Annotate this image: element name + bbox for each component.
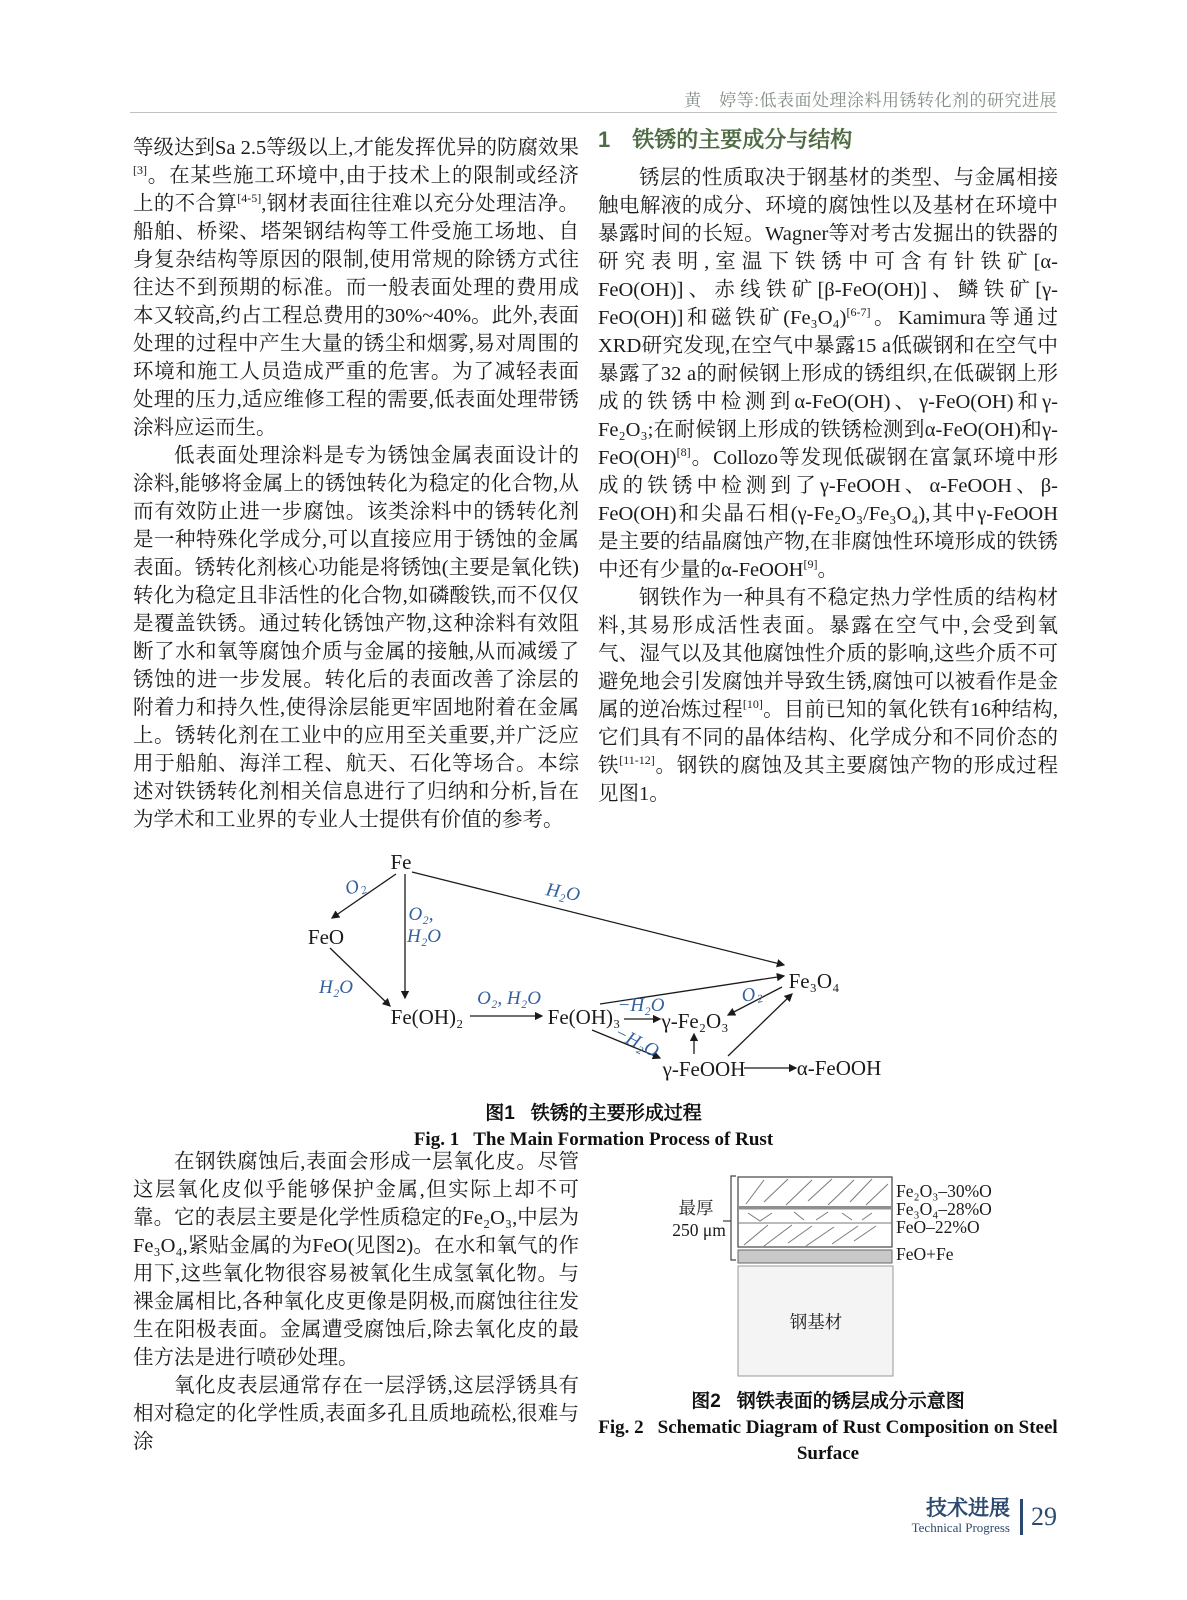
fig1-node-feo: FeO bbox=[307, 925, 345, 949]
figure2-rust-layer-schematic bbox=[640, 1145, 1080, 1385]
figure1-caption-en-text: The Main Formation Process of Rust bbox=[473, 1129, 774, 1150]
fig2-layer-divider bbox=[738, 1206, 892, 1210]
fig1-node-afeooh: α-FeOOH bbox=[796, 1056, 882, 1080]
section-heading bbox=[598, 124, 1058, 156]
footer-section bbox=[912, 1498, 1010, 1535]
fig2-label-fe3o4: Fe₃O₄–28%O bbox=[896, 1199, 992, 1219]
right-column-top bbox=[598, 124, 1058, 808]
fig2-thickness-label-line2: 250 μm bbox=[672, 1220, 726, 1240]
fig1-node-fe3o4: Fe₃O₄ bbox=[788, 969, 840, 993]
fig2-thickness-label-line1: 最厚 bbox=[678, 1198, 714, 1218]
header-rule bbox=[130, 112, 1057, 113]
left-column-top bbox=[133, 134, 579, 834]
paragraph-steel-thermodynamics: 钢铁作为一种具有不稳定热力学性质的结构材料,其易形成活性表面。暴露在空气中,会受到氧气、湿气以及其他腐蚀性介质的影响,这些介质不可避免地会引发腐蚀并导致生锈,腐蚀可以被看作是金属的逆冶炼过程[10]。目前已知的氧化铁有16种结构,它们具有不同的晶体结构、化学成分和不同价态的铁[11-12]。钢铁的腐蚀及其主要腐蚀产物的形成过程见图1。 bbox=[598, 587, 1059, 805]
fig1-label-o2h2o-feoh2-feoh3: O₂, H₂O bbox=[477, 988, 541, 1009]
fig2-substrate-label: 钢基材 bbox=[789, 1312, 843, 1332]
running-head: 黄 婷等:低表面处理涂料用锈转化剂的研究进展 bbox=[684, 91, 1057, 110]
fig1-label-o2-fe-feo: O₂ bbox=[342, 873, 369, 900]
rust-layers-box bbox=[738, 1177, 892, 1247]
figure2-caption-cn bbox=[598, 1388, 1058, 1415]
fig2-label-fe2o3: Fe₂O₃–30%O bbox=[896, 1181, 992, 1201]
figure1-caption-en-number: Fig. 1 bbox=[413, 1129, 460, 1150]
fig1-node-feoh2: Fe(OH)₂ bbox=[390, 1005, 464, 1029]
figure2-caption-en-text: Schematic Diagram of Rust Composition on Steel bbox=[657, 1417, 1058, 1438]
section-number: 1 bbox=[598, 127, 611, 152]
figure1-rust-formation-diagram bbox=[280, 840, 900, 1085]
footer-divider-bar bbox=[1020, 1499, 1023, 1535]
paragraph-intro-continued: 等级达到Sa 2.5等级以上,才能发挥优异的防腐效果[3]。在某些施工环境中,由于技术上的限制或经济上的不合算[4-5],钢材表面往往难以充分处理洁净。船舶、桥梁、塔架钢结构等工件受施工场地、自身复杂结构等原因的限制,使用常规的除锈方式往往达不到预期的标准。而一般表面处理的费用成本又较高,约占工程总费用的30%~40%。此外,表面处理的过程中产生大量的锈尘和烟雾,易对周围的环境和施工人员造成严重的危害。为了减轻表面处理的压力,适应维修工程的需要,低表面处理带锈涂料应运而生。 bbox=[133, 137, 579, 439]
fig1-label-h2o-feo-feoh2: H₂O bbox=[318, 977, 354, 998]
left-column-bottom bbox=[133, 1148, 579, 1456]
paragraph-oxide-scale: 在钢铁腐蚀后,表面会形成一层氧化皮。尽管这层氧化皮似乎能够保护金属,但实际上却不可靠。它的表层主要是化学性质稳定的Fe₂O₃,中层为Fe₃O₄,紧贴金属的为FeO(见图2)。在水和氧气的作用下,这些氧化物很容易被氧化生成氢氧化物。与裸金属相比,各种氧化皮更像是阴极,而腐蚀往往发生在阳极表面。金属遭受腐蚀后,除去氧化皮的最佳方法是进行喷砂处理。 bbox=[133, 1151, 579, 1369]
page-number: 29 bbox=[1031, 1501, 1057, 1531]
paragraph-low-surface-coating: 低表面处理涂料是专为锈蚀金属表面设计的涂料,能够将金属上的锈蚀转化为稳定的化合物,从而有效防止进一步腐蚀。该类涂料中的锈转化剂是一种特殊化学成分,可以直接应用于锈蚀的金属表面。锈转化剂核心功能是将锈蚀(主要是氧化铁)转化为稳定且非活性的化合物,如磷酸铁,而不仅仅是覆盖铁锈。通过转化锈蚀产物,这种涂料有效阻断了水和氧等腐蚀介质与金属的接触,从而减缓了锈蚀的进一步发展。转化后的表面改善了涂层的附着力和持久性,使得涂层能更牢固地附着在金属上。锈转化剂在工业中的应用至关重要,并广泛应用于船舶、海洋工程、航天、石化等场合。本综述对铁锈转化剂相关信息进行了归纳和分析,旨在为学术和工业界的专业人士提供有价值的参考。 bbox=[133, 445, 579, 831]
thickness-bracket bbox=[723, 1176, 736, 1260]
fig1-label-h2o-fe-fe3o4: H₂O bbox=[544, 879, 582, 906]
figure1-caption-cn-text: 铁锈的主要形成过程 bbox=[530, 1103, 702, 1124]
fig2-label-feofe: FeO+Fe bbox=[896, 1244, 954, 1264]
figure1-caption-cn bbox=[130, 1100, 1057, 1127]
fig1-label-o2-fe3o4-gfe2o3: O₂ bbox=[739, 982, 764, 1008]
footer-section-cn: 技术进展 bbox=[926, 1497, 1010, 1520]
paragraph-rust-composition: 锈层的性质取决于钢基材的类型、与金属相接触电解液的成分、环境的腐蚀性以及基材在环境中暴露时间的长短。Wagner等对考古发掘出的铁器的研究表明,室温下铁锈中可含有针铁矿[α-FeO(OH)]、赤线铁矿[β-FeO(OH)]、鳞铁矿[γ-FeO(OH)]和磁铁矿(Fe₃O₄)[6-7]。Kamimura等通过XRD研究发现,在空气中暴露15 a低碳钢和在空气中暴露了32 a的耐候钢上形成的锈组织,在低碳钢上形成的铁锈中检测到α-FeO(OH)、γ-FeO(OH)和γ-Fe₂O₃;在耐候钢上形成的铁锈检测到α-FeO(OH)和γ-FeO(OH)[8]。Collozo等发现低碳钢在富氯环境中形成的铁锈中检测到了γ-FeOOH、α-FeOOH、β-FeO(OH)和尖晶石相(γ-Fe₂O₃/Fe₃O₄),其中γ-FeOOH是主要的结晶腐蚀产物,在非腐蚀性环境形成的铁锈中还有少量的α-FeOOH[9]。 bbox=[598, 167, 1058, 581]
figure2-caption-en-number: Fig. 2 bbox=[598, 1417, 644, 1438]
page-footer bbox=[0, 1498, 1057, 1535]
figure1-caption-cn-number: 图1 bbox=[485, 1103, 515, 1124]
fig1-node-gfe2o3: γ-Fe₂O₃ bbox=[661, 1009, 729, 1033]
figure2-caption-en-text2: Surface bbox=[796, 1443, 860, 1464]
paragraph-loose-rust: 氧化皮表层通常存在一层浮锈,这层浮锈具有相对稳定的化学性质,表面多孔且质地疏松,很难与涂 bbox=[133, 1375, 579, 1453]
section-title: 铁锈的主要成分与结构 bbox=[632, 127, 853, 152]
fig1-label-minush2o-feoh3-gfe2o3: −H₂O bbox=[617, 995, 665, 1016]
figure2-caption-cn-number: 图2 bbox=[691, 1391, 721, 1412]
footer-section-en: Technical Progress bbox=[911, 1520, 1010, 1535]
fig2-feo-fe-layer bbox=[738, 1250, 892, 1263]
figure2-caption-en bbox=[598, 1415, 1058, 1467]
fig2-label-feo: FeO–22%O bbox=[896, 1217, 980, 1237]
fig1-label-h2o-line2: H₂O bbox=[406, 926, 442, 947]
arrow-fe-to-fe3o4 bbox=[412, 872, 784, 965]
fig1-node-feoh3: Fe(OH)₃ bbox=[547, 1005, 621, 1029]
figure2-caption bbox=[598, 1388, 1058, 1467]
fig1-node-fe: Fe bbox=[390, 850, 412, 874]
fig1-label-minush2o-feoh3-gfeooh: −H₂O bbox=[610, 1022, 663, 1063]
figure2-caption-cn-text: 钢铁表面的锈层成分示意图 bbox=[736, 1391, 965, 1412]
fig1-label-o2-line1: O₂, bbox=[408, 904, 434, 925]
fig1-node-gfeooh: γ-FeOOH bbox=[662, 1057, 746, 1081]
